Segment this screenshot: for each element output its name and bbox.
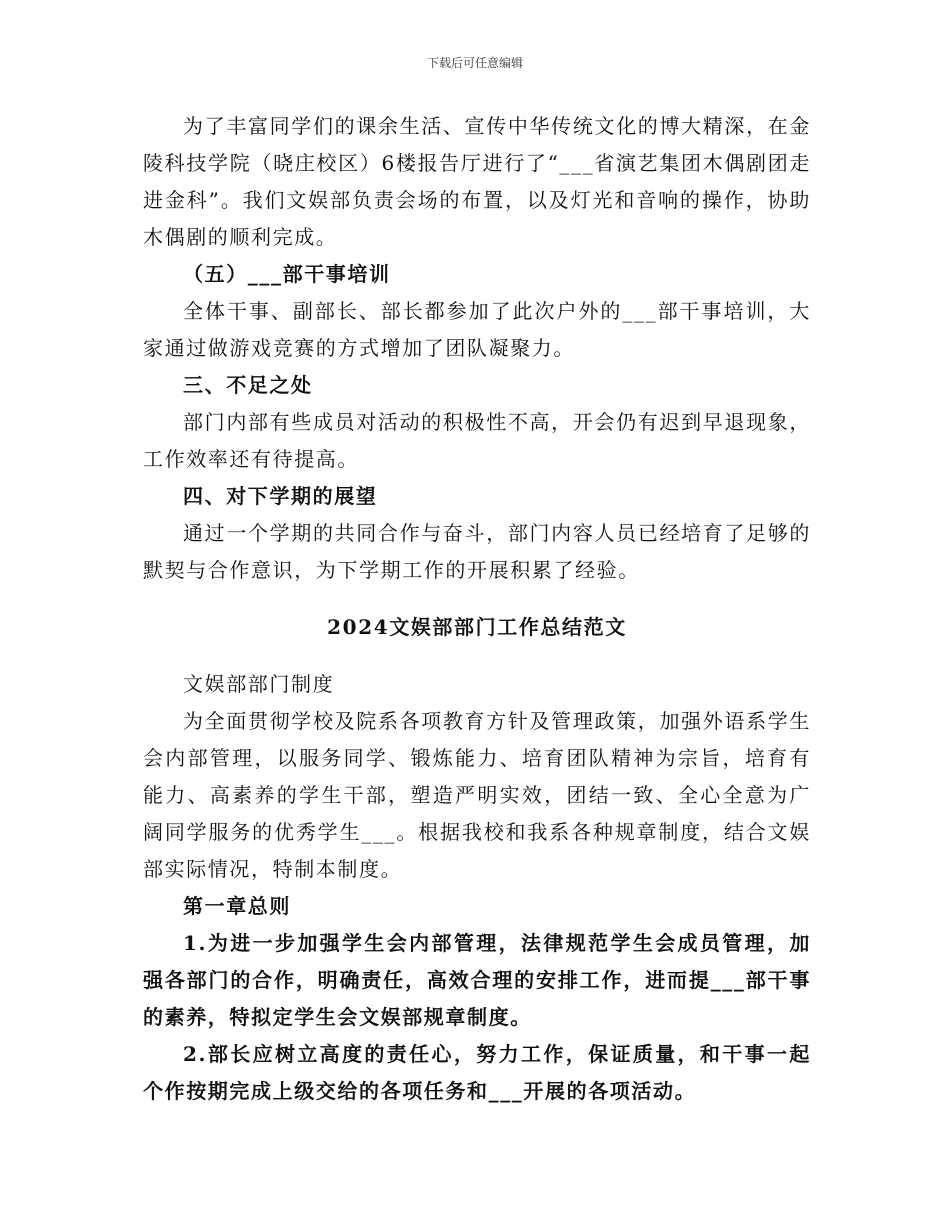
document-body <box>143 108 811 1110</box>
heading-shortcomings: 三、不足之处 <box>183 373 313 397</box>
paragraph-rule-2: 2.部长应树立高度的责任心，努力工作，保证质量，和干事一起个作按期完成上级交给的各项任务和___开展的各项活动。 <box>143 1042 811 1103</box>
paragraph-training: 全体干事、副部长、部长都参加了此次户外的___部干事培训，大家通过做游戏竞赛的方式增加了团队凝聚力。 <box>143 299 811 360</box>
paragraph-shortcomings: 部门内部有些成员对活动的积极性不高，开会仍有迟到早退现象，工作效率还有待提高。 <box>143 410 811 471</box>
page-header: 下载后可任意编辑 <box>426 56 523 70</box>
heading-outlook: 四、对下学期的展望 <box>183 484 378 508</box>
heading-training: （五）___部干事培训 <box>183 262 391 286</box>
paragraph-puppet-show: 为了丰富同学们的课余生活、宣传中华传统文化的博大精深，在金陵科技学院（晓庄校区）6楼报告厅进行了“___省演艺集团木偶剧团走进金科”。我们文娱部负责会场的布置，以及灯光和音响的操作，协助木偶剧的顺利完成。 <box>143 114 811 249</box>
paragraph-purpose: 为全面贯彻学校及院系各项教育方针及管理政策，加强外语系学生会内部管理，以服务同学、锻炼能力、培育团队精神为宗旨，培育有能力、高素养的学生干部，塑造严明实效，团结一致、全心全意为广阔同学服务的优秀学生___。根据我校和我系各种规章制度，结合文娱部实际情况，特制本制度。 <box>143 709 811 881</box>
paragraph-outlook: 通过一个学期的共同合作与奋斗，部门内容人员已经培育了足够的默契与合作意识，为下学期工作的开展积累了经验。 <box>143 521 811 582</box>
paragraph-rule-1: 1.为进一步加强学生会内部管理，法律规范学生会成员管理，加强各部门的合作，明确责任，高效合理的安排工作，进而提___部干事的素养，特拟定学生会文娱部规章制度。 <box>143 931 811 1029</box>
heading-chapter-one: 第一章总则 <box>183 894 291 918</box>
document-title: 2024文娱部部门工作总结范文 <box>327 615 627 639</box>
paragraph-subtitle: 文娱部部门制度 <box>183 672 335 696</box>
